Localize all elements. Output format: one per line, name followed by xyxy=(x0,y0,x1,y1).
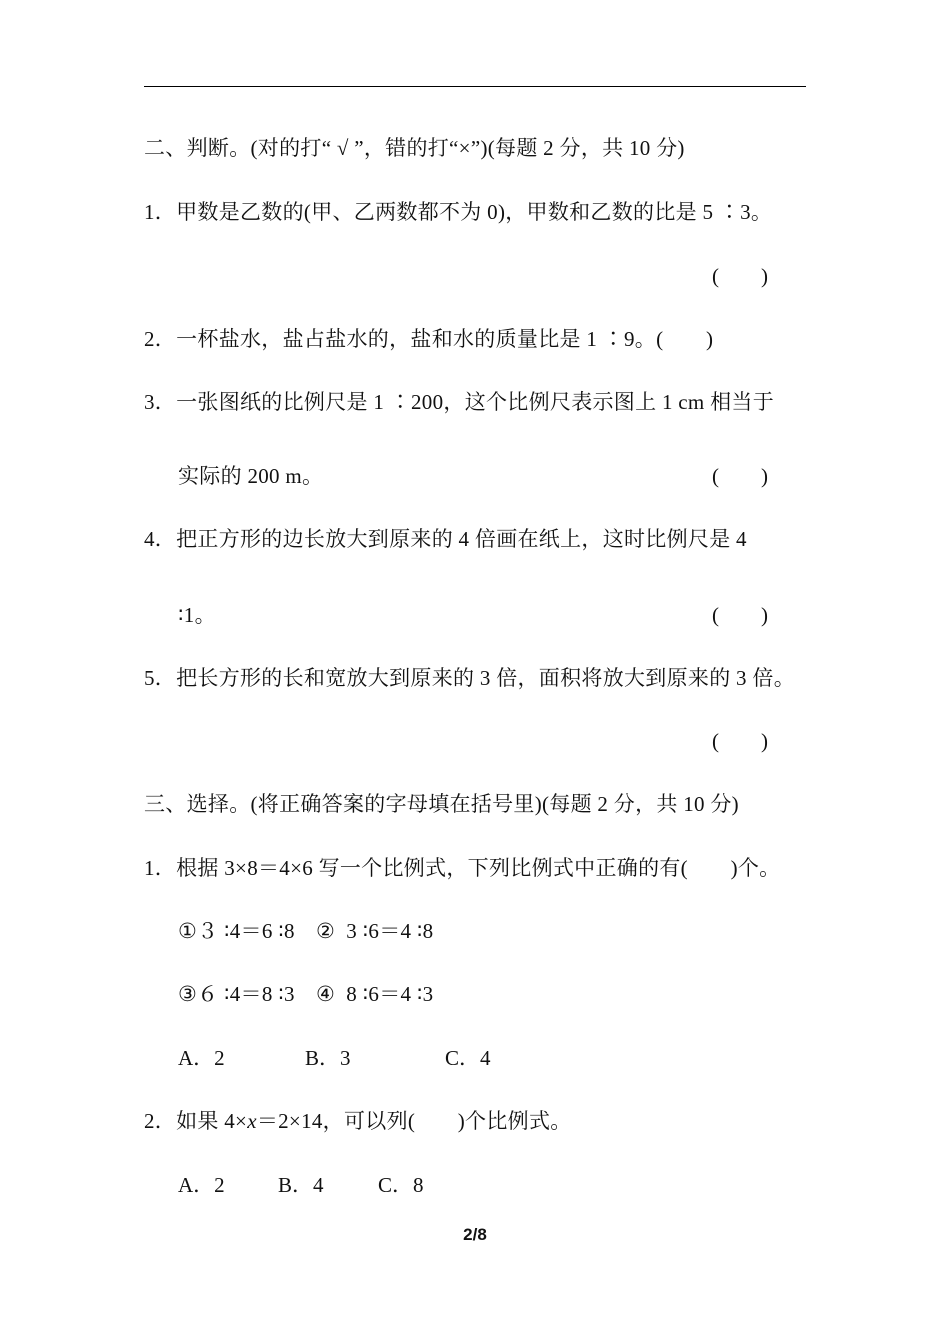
judge-answer-blank-3[interactable]: ( ) xyxy=(712,464,768,488)
header-rule xyxy=(144,86,806,87)
choice-question-1: 1．根据 3×8＝4×6 写一个比例式，下列比例式中正确的有( )个。 xyxy=(144,856,781,880)
judge-question-3-continuation: 实际的 200 m。 xyxy=(178,464,324,488)
judge-question-3: 3．一张图纸的比例尺是 1 ∶200，这个比例尺表示图上 1 cm 相当于 xyxy=(144,390,775,414)
judge-question-4-continuation: ∶1。 xyxy=(178,603,216,627)
page-number: 2/8 xyxy=(463,1225,487,1244)
judge-question-1: 1．甲数是乙数的(甲、乙两数都不为 0)，甲数和乙数的比是 5 ∶3。 xyxy=(144,200,773,224)
choice-q2-option-a[interactable]: A．2 xyxy=(178,1173,225,1197)
judge-answer-blank-4[interactable]: ( ) xyxy=(712,603,768,627)
judge-answer-blank-5[interactable]: ( ) xyxy=(712,729,768,753)
choice-q1-option-b[interactable]: B．3 xyxy=(305,1046,351,1070)
choice-q2-text-before: 2．如果 4× xyxy=(144,1109,248,1133)
choice-q1-option-a[interactable]: A．2 xyxy=(178,1046,225,1070)
choice-q1-option-c[interactable]: C．4 xyxy=(445,1046,491,1070)
choice-question-2 xyxy=(144,1108,572,1134)
choice-q2-text-after: ＝2×14，可以列( )个比例式。 xyxy=(256,1109,572,1133)
choice-q2-option-b[interactable]: B．4 xyxy=(278,1173,324,1197)
choice-q2-option-c[interactable]: C．8 xyxy=(378,1173,424,1197)
judge-question-5: 5．把长方形的长和宽放大到原来的 3 倍，面积将放大到原来的 3 倍。 xyxy=(144,666,795,690)
choice-question-1-proportions-row-1: ①３ ∶4＝6 ∶8 ② 3 ∶6＝4 ∶8 xyxy=(178,919,434,943)
judge-answer-blank-1[interactable]: ( ) xyxy=(712,264,768,288)
choice-question-1-proportions-row-2: ③６ ∶4＝8 ∶3 ④ 8 ∶6＝4 ∶3 xyxy=(178,982,434,1006)
choice-q2-variable: x xyxy=(247,1109,257,1133)
section-judge-title: 二、判断。(对的打“ √ ”，错的打“×”)(每题 2 分，共 10 分) xyxy=(144,136,685,160)
judge-question-4: 4．把正方形的边长放大到原来的 4 倍画在纸上，这时比例尺是 4 xyxy=(144,527,747,551)
section-choice-title: 三、选择。(将正确答案的字母填在括号里)(每题 2 分，共 10 分) xyxy=(144,792,739,816)
judge-question-2: 2．一杯盐水，盐占盐水的，盐和水的质量比是 1 ∶9。( ) xyxy=(144,327,714,351)
